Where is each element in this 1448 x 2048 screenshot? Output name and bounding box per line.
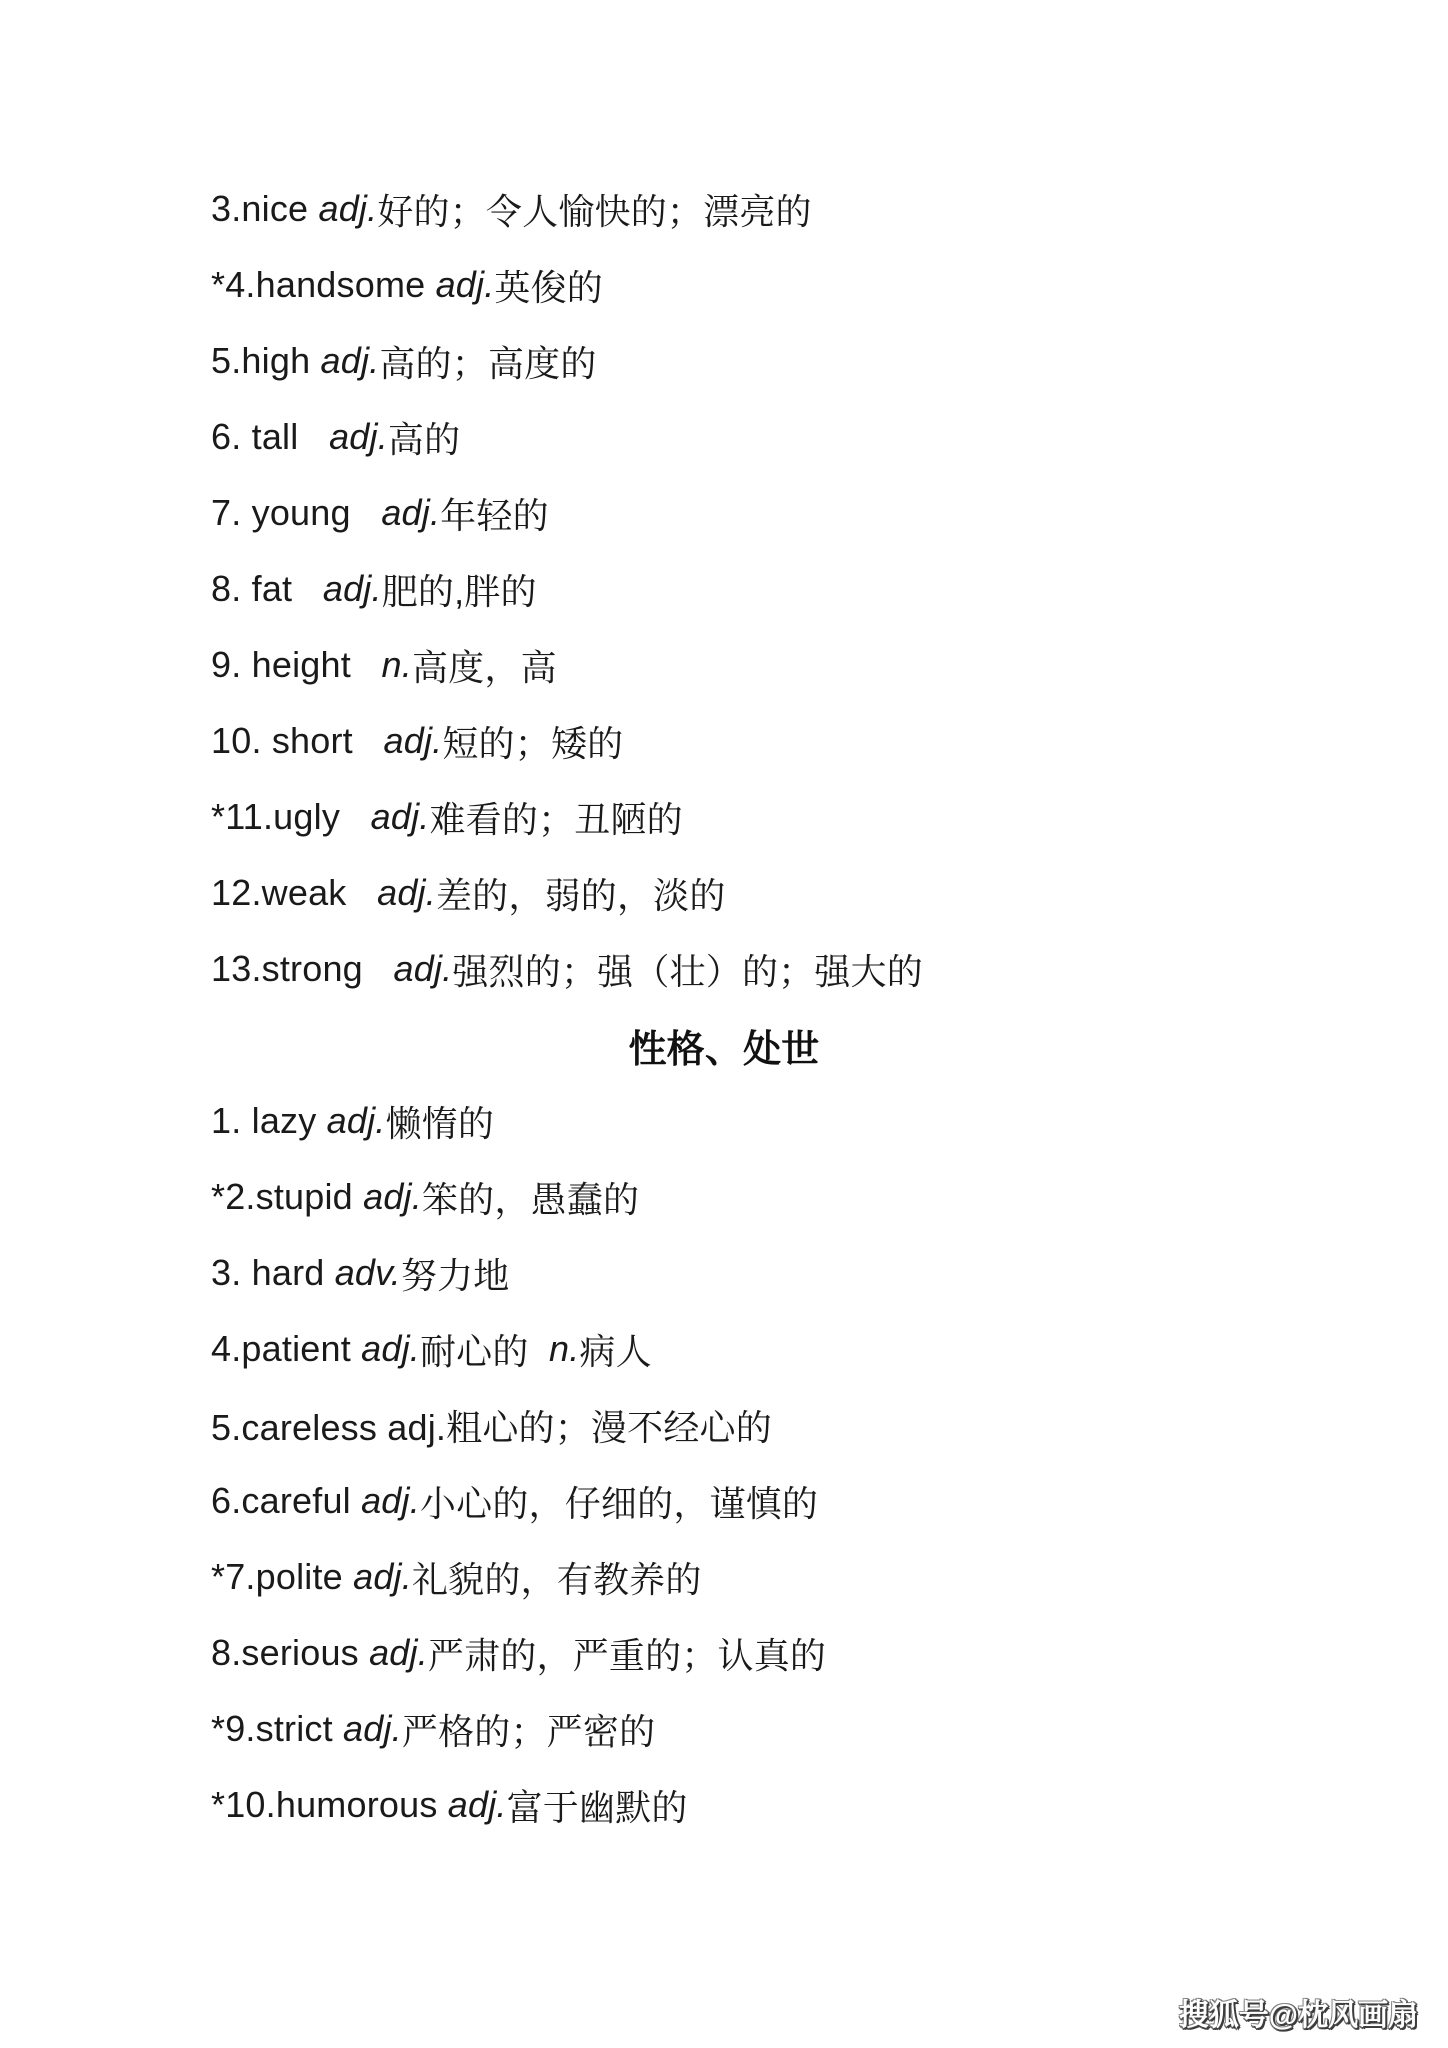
entry-text: 好的；令人愉快的；漂亮的 — [377, 190, 812, 232]
entry-text: 礼貌的，有教养的 — [411, 1558, 702, 1600]
entry-text: 7. young — [211, 492, 382, 533]
entry-text: 努力地 — [400, 1254, 510, 1296]
entry-text: *11.ugly — [211, 796, 371, 837]
entry-text: 13.strong — [211, 948, 394, 989]
vocab-entry — [0, 1615, 1448, 1691]
entry-text: 5.high — [211, 340, 321, 381]
vocab-entry — [0, 703, 1448, 779]
vocab-entry — [0, 1691, 1448, 1767]
entry-text: 肥的,胖的 — [381, 570, 537, 612]
pos-tag: adv. — [334, 1252, 401, 1293]
section-heading: 性格、处世 — [628, 1028, 820, 1071]
vocab-entry — [0, 1387, 1448, 1463]
entry-text: 严肃的，严重的；认真的 — [427, 1634, 827, 1676]
entry-text: 懒惰的 — [385, 1102, 495, 1144]
pos-tag: adj. — [393, 948, 453, 989]
vocab-entry — [0, 1083, 1448, 1159]
sohu-watermark: 搜狐号@枕风画扇 — [1178, 1999, 1418, 2032]
entry-text: 12.weak — [211, 872, 378, 913]
pos-tag: adj. — [361, 1328, 420, 1369]
entry-text: 耐心的 — [419, 1330, 549, 1372]
vocab-entry — [0, 475, 1448, 551]
entry-text: 4.patient — [211, 1328, 362, 1369]
entry-text: 8.serious — [211, 1632, 370, 1673]
vocab-entry — [0, 1767, 1448, 1843]
entry-text: 高的；高度的 — [379, 342, 597, 384]
vocab-entry — [0, 323, 1448, 399]
entry-text: 3.nice — [211, 188, 319, 229]
entry-text: *2.stupid — [211, 1176, 364, 1217]
document-body — [0, 171, 1448, 1843]
entry-text: 英俊的 — [494, 266, 604, 308]
entry-text: *7.polite — [211, 1556, 354, 1597]
pos-tag: adj. — [435, 264, 495, 305]
entry-text: 3. hard — [211, 1252, 335, 1293]
pos-tag: adj. — [383, 720, 443, 761]
pos-tag: adj. — [369, 1632, 428, 1673]
entry-text: 6.careful — [211, 1480, 362, 1521]
vocab-entry — [0, 1311, 1448, 1387]
entry-text: 5.careless adj.粗心的；漫不经心的 — [211, 1406, 772, 1448]
entry-text: 富于幽默的 — [506, 1786, 688, 1828]
pos-tag: adj. — [381, 492, 441, 533]
vocab-entry — [0, 247, 1448, 323]
vocab-entry — [0, 1463, 1448, 1539]
entry-text: *10.humorous — [211, 1784, 448, 1825]
entry-text: 短的；矮的 — [442, 722, 624, 764]
vocab-entry — [0, 399, 1448, 475]
entry-text: 年轻的 — [440, 494, 549, 536]
entry-text: 病人 — [579, 1330, 652, 1372]
entry-text: 严格的；严密的 — [401, 1710, 656, 1752]
pos-tag: adj. — [361, 1480, 420, 1521]
pos-tag: adj. — [363, 1176, 422, 1217]
vocab-entry — [0, 1235, 1448, 1311]
vocab-entry — [0, 551, 1448, 627]
pos-tag: adj. — [320, 340, 380, 381]
vocab-entry — [0, 931, 1448, 1007]
pos-tag: adj. — [370, 796, 430, 837]
entry-text: 差的，弱的，淡的 — [435, 874, 726, 916]
vocab-entry — [0, 171, 1448, 247]
pos-tag: adj. — [353, 1556, 412, 1597]
entry-text: 难看的；丑陋的 — [429, 798, 683, 840]
entry-text: *9.strict — [211, 1708, 344, 1749]
vocab-entry — [0, 855, 1448, 931]
vocab-entry — [0, 627, 1448, 703]
vocab-entry — [0, 1159, 1448, 1235]
entry-text: 高度，高 — [411, 646, 557, 688]
entry-text: 8. fat — [211, 568, 323, 609]
pos-tag: adj. — [326, 1100, 386, 1141]
entry-text: *4.handsome — [211, 264, 436, 305]
pos-tag: adj. — [343, 1708, 402, 1749]
vocab-entry — [0, 1539, 1448, 1615]
entry-text: 10. short — [211, 720, 384, 761]
pos-tag: adj. — [377, 872, 436, 913]
pos-tag: adj. — [318, 188, 378, 229]
pos-tag: n. — [381, 644, 412, 685]
entry-text: 小心的，仔细的，谨慎的 — [419, 1482, 819, 1524]
entry-text: 高的 — [387, 418, 461, 460]
pos-tag: adj. — [447, 1784, 507, 1825]
entry-text: 6. tall — [211, 416, 330, 457]
vocab-entry — [0, 779, 1448, 855]
pos-tag: adj. — [329, 416, 388, 457]
entry-text: 9. height — [211, 644, 382, 685]
entry-text: 笨的，愚蠢的 — [421, 1178, 640, 1220]
entry-text: 1. lazy — [211, 1100, 327, 1141]
entry-text: 强烈的；强（壮）的；强大的 — [452, 950, 923, 992]
pos-tag: adj. — [322, 568, 382, 609]
pos-tag: n. — [548, 1328, 580, 1369]
